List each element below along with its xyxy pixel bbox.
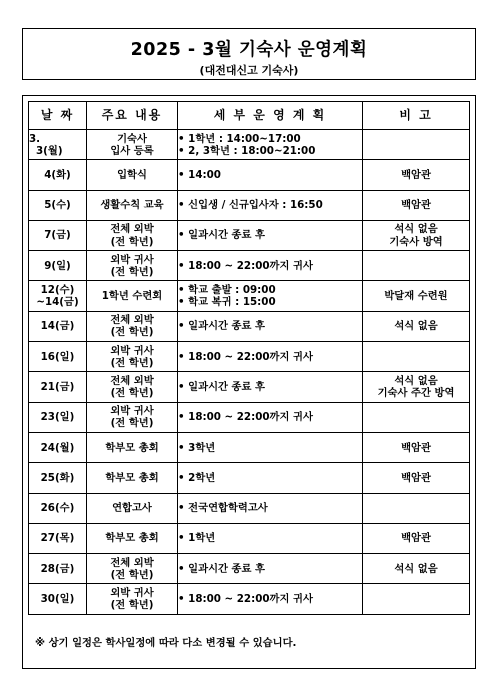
event-cell	[87, 402, 178, 432]
detail-cell-line: • 학교 출발 : 09:00	[178, 284, 362, 296]
table-row	[29, 372, 470, 402]
note-cell-line: 석식 없음	[394, 320, 438, 333]
date-cell-line: 26(수)	[40, 502, 75, 515]
event-cell-line: (전 학년)	[110, 387, 154, 400]
schedule-table	[28, 101, 470, 615]
detail-cell-line: • 18:00 ~ 22:00까지 귀사	[178, 593, 362, 605]
date-cell	[29, 130, 87, 160]
table-row	[29, 342, 470, 372]
table-row	[29, 463, 470, 493]
event-cell-line: 외박 귀사	[110, 253, 154, 266]
table-row	[29, 220, 470, 250]
note-cell	[363, 523, 470, 553]
note-cell	[363, 311, 470, 341]
detail-cell-line: • 1학년	[178, 532, 362, 544]
detail-cell-line: • 일과시간 종료 후	[178, 229, 362, 241]
table-row	[29, 311, 470, 341]
detail-cell	[178, 584, 363, 614]
note-cell-line: 백암관	[401, 168, 431, 181]
event-cell-line: 외박 귀사	[110, 344, 154, 357]
event-cell	[87, 130, 178, 160]
column-header-note: 비 고	[363, 102, 470, 130]
detail-cell	[178, 554, 363, 584]
table-row	[29, 554, 470, 584]
date-cell-line: 24(월)	[40, 441, 75, 454]
detail-cell	[178, 523, 363, 553]
table-row	[29, 281, 470, 311]
table-row	[29, 251, 470, 281]
event-cell-line: 학부모 총회	[105, 471, 159, 484]
event-cell-line: 학부모 총회	[105, 532, 159, 545]
date-cell-line: 28(금)	[40, 562, 75, 575]
event-cell-line: 전체 외박	[110, 314, 154, 327]
table-row	[29, 402, 470, 432]
date-cell-line: 16(일)	[40, 350, 75, 363]
note-cell	[363, 220, 470, 250]
event-cell-line: 전체 외박	[110, 374, 154, 387]
note-cell	[363, 251, 470, 281]
date-cell-line: 7(금)	[44, 229, 71, 242]
schedule-body	[29, 130, 470, 615]
event-cell	[87, 523, 178, 553]
date-cell-line: 25(화)	[40, 471, 75, 484]
event-cell-line: 외박 귀사	[110, 586, 154, 599]
event-cell	[87, 463, 178, 493]
event-cell	[87, 281, 178, 311]
event-cell	[87, 160, 178, 190]
note-cell-line: 기숙사 주간 방역	[377, 387, 455, 400]
date-cell	[29, 432, 87, 462]
detail-cell-line: • 전국연합학력고사	[178, 502, 362, 514]
date-cell	[29, 342, 87, 372]
note-cell-line: 석식 없음	[394, 562, 438, 575]
note-cell	[363, 432, 470, 462]
note-cell-line: 백암관	[401, 441, 431, 454]
detail-cell-line: • 신입생 / 신규입사자 : 16:50	[178, 199, 362, 211]
note-cell	[363, 190, 470, 220]
detail-cell	[178, 190, 363, 220]
date-cell-line: 3(월)	[36, 144, 63, 157]
date-cell-line: 5(수)	[44, 199, 71, 212]
table-row	[29, 432, 470, 462]
date-cell-line: 27(목)	[40, 532, 75, 545]
date-cell	[29, 372, 87, 402]
detail-cell	[178, 463, 363, 493]
event-cell	[87, 584, 178, 614]
detail-cell	[178, 281, 363, 311]
date-cell	[29, 281, 87, 311]
note-cell	[363, 342, 470, 372]
detail-cell-line: • 14:00	[178, 169, 362, 181]
table-row	[29, 190, 470, 220]
event-cell	[87, 372, 178, 402]
note-cell-line: 석식 없음	[394, 223, 438, 236]
date-cell-line: 23(일)	[40, 411, 75, 424]
note-cell-line: 백암관	[401, 199, 431, 212]
event-cell	[87, 311, 178, 341]
date-cell	[29, 311, 87, 341]
date-cell-line: 9(일)	[44, 259, 71, 272]
note-cell	[363, 130, 470, 160]
column-header-event: 주요 내용	[87, 102, 178, 130]
detail-cell	[178, 251, 363, 281]
date-cell	[29, 584, 87, 614]
note-cell	[363, 584, 470, 614]
detail-cell	[178, 160, 363, 190]
date-cell	[29, 190, 87, 220]
event-cell-line: (전 학년)	[110, 326, 154, 339]
table-row	[29, 130, 470, 160]
detail-cell-line: • 2학년	[178, 472, 362, 484]
detail-cell	[178, 342, 363, 372]
column-header-details: 세 부 운 영 계 획	[178, 102, 363, 130]
date-cell-line: 12(수)	[40, 283, 75, 296]
event-cell-line: 입사 등록	[110, 144, 154, 157]
detail-cell-line: • 18:00 ~ 22:00까지 귀사	[178, 411, 362, 423]
note-cell-line: 박달재 수련원	[384, 290, 448, 303]
event-cell-line: 기숙사	[117, 132, 147, 145]
detail-cell-line: • 일과시간 종료 후	[178, 381, 362, 393]
event-cell-line: (전 학년)	[110, 235, 154, 248]
event-cell-line: (전 학년)	[110, 265, 154, 278]
date-cell-line: 4(화)	[44, 168, 71, 181]
event-cell	[87, 190, 178, 220]
note-cell-line: 백암관	[401, 532, 431, 545]
event-cell-line: 전체 외박	[110, 556, 154, 569]
table-header-row	[29, 102, 470, 130]
column-header-date: 날 짜	[29, 102, 87, 130]
note-cell-line: 기숙사 방역	[389, 235, 443, 248]
date-cell	[29, 493, 87, 523]
table-row	[29, 584, 470, 614]
detail-cell-line: • 2, 3학년 : 18:00~21:00	[178, 145, 362, 157]
note-cell	[363, 493, 470, 523]
date-cell	[29, 463, 87, 493]
detail-cell	[178, 432, 363, 462]
event-cell	[87, 493, 178, 523]
detail-cell-line: • 일과시간 종료 후	[178, 563, 362, 575]
note-cell-line: 석식 없음	[394, 374, 438, 387]
date-cell-line: 21(금)	[40, 380, 75, 393]
date-cell	[29, 251, 87, 281]
title-box	[22, 28, 476, 80]
event-cell-line: (전 학년)	[110, 568, 154, 581]
event-cell-line: 입학식	[117, 168, 147, 181]
detail-cell	[178, 311, 363, 341]
note-cell	[363, 402, 470, 432]
detail-cell-line: • 1학년 : 14:00~17:00	[178, 133, 362, 145]
event-cell-line: 외박 귀사	[110, 405, 154, 418]
table-row	[29, 160, 470, 190]
detail-cell-line: • 3학년	[178, 442, 362, 454]
page-subtitle: (대전대신고 기숙사)	[199, 64, 299, 77]
detail-cell-line: • 18:00 ~ 22:00까지 귀사	[178, 260, 362, 272]
event-cell	[87, 432, 178, 462]
event-cell-line: 전체 외박	[110, 223, 154, 236]
event-cell-line: 생활수칙 교육	[100, 199, 164, 212]
detail-cell	[178, 372, 363, 402]
date-cell	[29, 523, 87, 553]
table-row	[29, 493, 470, 523]
event-cell	[87, 342, 178, 372]
date-cell-line: ~14(금)	[36, 296, 79, 309]
footer-notice: ※ 상기 일정은 학사일정에 따라 다소 변경될 수 있습니다.	[35, 637, 297, 649]
date-cell	[29, 402, 87, 432]
detail-cell	[178, 402, 363, 432]
detail-cell-line: • 일과시간 종료 후	[178, 320, 362, 332]
event-cell-line: 1학년 수련회	[101, 290, 163, 303]
detail-cell-line: • 학교 복귀 : 15:00	[178, 296, 362, 308]
detail-cell	[178, 130, 363, 160]
event-cell-line: 연합고사	[112, 502, 152, 515]
note-cell	[363, 554, 470, 584]
schedule-frame	[22, 95, 476, 669]
event-cell	[87, 554, 178, 584]
date-cell-line: 3.	[29, 132, 41, 145]
note-cell-line: 백암관	[401, 471, 431, 484]
date-cell	[29, 220, 87, 250]
detail-cell	[178, 493, 363, 523]
event-cell-line: 학부모 총회	[105, 441, 159, 454]
date-cell-line: 14(금)	[40, 320, 75, 333]
date-cell	[29, 160, 87, 190]
date-cell-line: 30(일)	[40, 593, 75, 606]
event-cell-line: (전 학년)	[110, 599, 154, 612]
event-cell	[87, 251, 178, 281]
event-cell-line: (전 학년)	[110, 417, 154, 430]
note-cell	[363, 281, 470, 311]
detail-cell-line: • 18:00 ~ 22:00까지 귀사	[178, 351, 362, 363]
note-cell	[363, 372, 470, 402]
detail-cell	[178, 220, 363, 250]
date-cell	[29, 554, 87, 584]
event-cell	[87, 220, 178, 250]
event-cell-line: (전 학년)	[110, 356, 154, 369]
page-title: 2025 - 3월 기숙사 운영계획	[130, 40, 368, 60]
note-cell	[363, 160, 470, 190]
table-row	[29, 523, 470, 553]
note-cell	[363, 463, 470, 493]
